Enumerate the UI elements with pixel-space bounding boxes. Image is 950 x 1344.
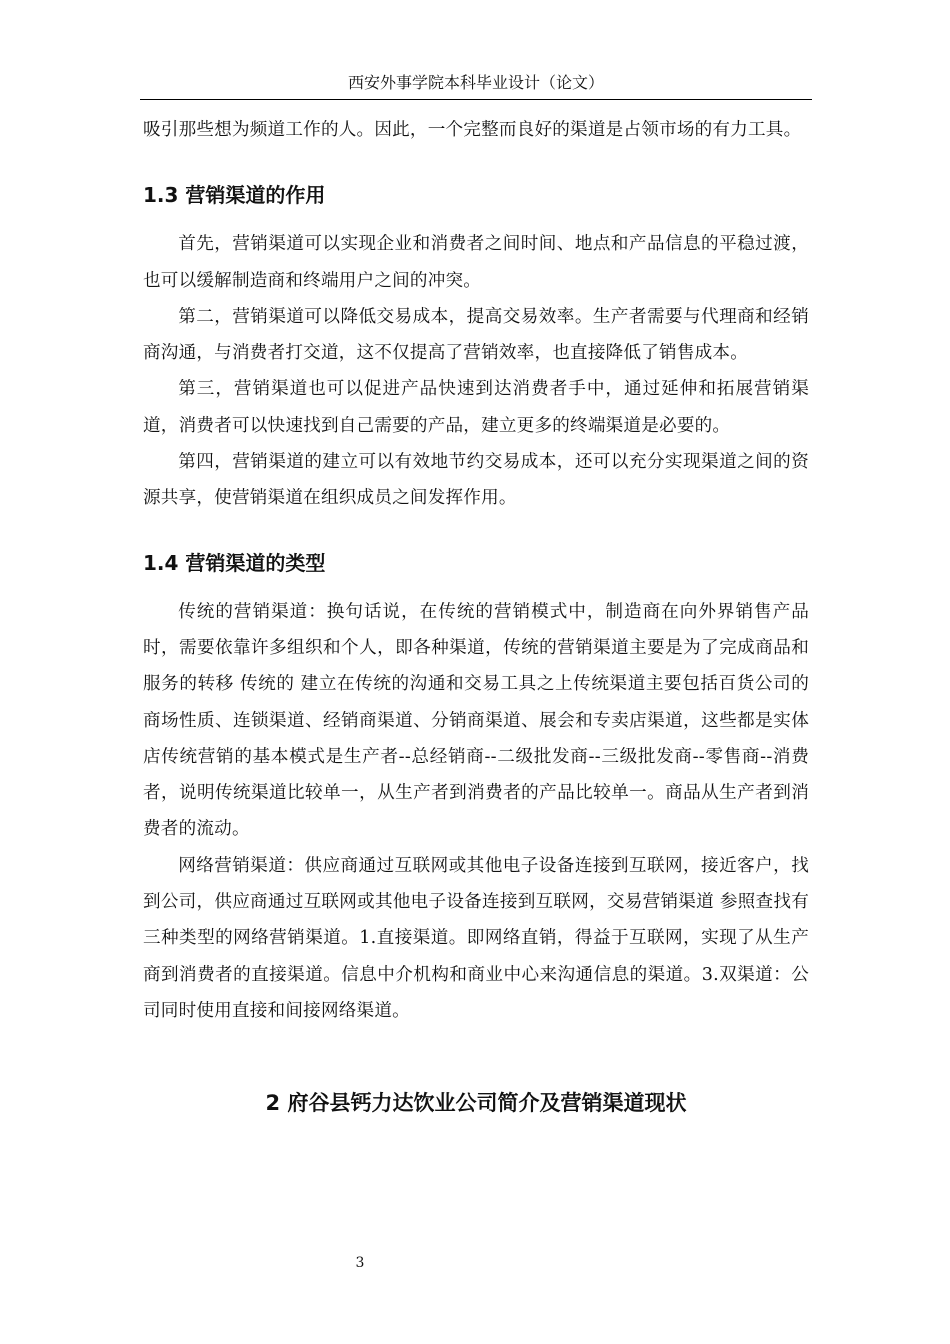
section-1-3-paragraph-4: 第四，营销渠道的建立可以有效地节约交易成本，还可以充分实现渠道之间的资源共享，使营销渠道在组织成员之间发挥作用。 xyxy=(143,452,809,509)
section-1-4-heading: 1.4 营销渠道的类型 xyxy=(143,550,326,575)
page-content xyxy=(143,112,809,1117)
header-title: 西安外事学院本科毕业设计（论文） xyxy=(347,73,604,92)
chapter-2-heading: 2 府谷县钙力达饮业公司简介及营销渠道现状 xyxy=(265,1091,687,1116)
page-header xyxy=(140,70,812,100)
page-number: 3 xyxy=(355,1255,365,1271)
section-1-4-paragraph-1: 传统的营销渠道：换句话说，在传统的营销模式中，制造商在向外界销售产品时，需要依靠许多组织和个人，即各种渠道，传统的营销渠道主要是为了完成商品和服务的转移 传统的 建立在传统的沟通和交易工具之上传统渠道主要包括百货公司的商场性质、连锁渠道、经销商渠道、分销商渠道、展会和专卖店渠道，这些都是实体店传统营销的基本模式是生产者--总经销商--二级批发商--三级批发商--零售商--消费者，说明传统渠道比较单一，从生产者到消费者的产品比较单一。商品从生产者到消费者的流动。 xyxy=(143,601,809,840)
section-1-3-paragraph-3: 第三，营销渠道也可以促进产品快速到达消费者手中，通过延伸和拓展营销渠道，消费者可以快速找到自己需要的产品，建立更多的终端渠道是必要的。 xyxy=(143,379,809,436)
intro-paragraph: 吸引那些想为频道工作的人。因此，一个完整而良好的渠道是占领市场的有力工具。 xyxy=(143,120,802,140)
section-1-4-paragraph-2: 网络营销渠道：供应商通过互联网或其他电子设备连接到互联网，接近客户，找到公司，供应商通过互联网或其他电子设备连接到互联网，交易营销渠道 参照查找有三种类型的网络营销渠道。1.直接渠道。即网络直销，得益于互联网，实现了从生产商到消费者的直接渠道。信息中介机构和商业中心来沟通信息的渠道。3.双渠道：公司同时使用直接和间接网络渠道。 xyxy=(143,855,809,1021)
section-1-3-paragraph-2: 第二，营销渠道可以降低交易成本，提高交易效率。生产者需要与代理商和经销商沟通，与消费者打交道，这不仅提高了营销效率，也直接降低了销售成本。 xyxy=(143,306,809,364)
section-1-3-heading: 1.3 营销渠道的作用 xyxy=(143,183,326,208)
section-1-3-paragraph-1: 首先，营销渠道可以实现企业和消费者之间时间、地点和产品信息的平稳过渡，也可以缓解制造商和终端用户之间的冲突。 xyxy=(143,234,809,291)
